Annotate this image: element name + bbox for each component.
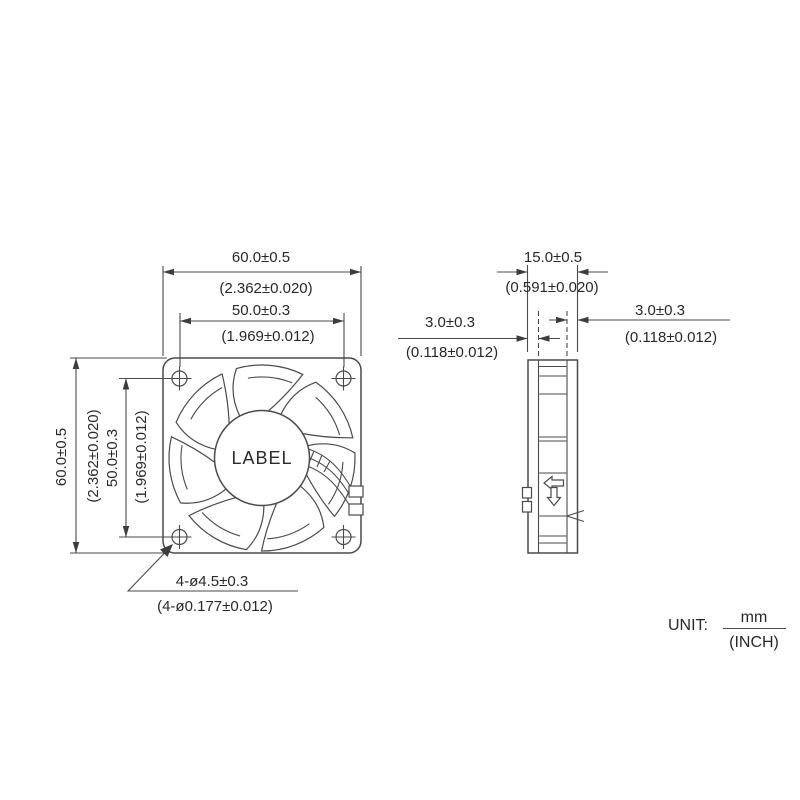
dim-width-in: (2.362±0.020): [219, 280, 313, 297]
dim-width-mm: 60.0±0.5: [231, 249, 291, 266]
dim-hole-pitch-h-in: (1.969±0.012): [221, 328, 315, 345]
dim-front-hole-pitch-v: [104, 379, 168, 538]
wire-exit-tab: [349, 504, 363, 515]
dim-height-mm: 60.0±0.5: [53, 427, 70, 487]
hub-label: LABEL: [231, 448, 293, 468]
dim-flange-left-mm: 3.0±0.3: [425, 314, 475, 331]
dim-depth-mm: 15.0±0.5: [523, 249, 583, 266]
holes-callout-mm: 4-ø4.5±0.3: [175, 573, 249, 590]
side-body: [528, 360, 578, 553]
dim-flange-left-in: (0.118±0.012): [405, 344, 499, 361]
dim-side-flange-left: [398, 311, 560, 361]
dim-flange-right-mm: 3.0±0.3: [635, 302, 685, 319]
dim-hole-pitch-v-mm: 50.0±0.3: [104, 428, 121, 488]
fan-side-view: [523, 360, 585, 553]
unit-note: [668, 609, 786, 651]
unit-denominator: (INCH): [729, 634, 779, 651]
dim-side-flange-right: [549, 302, 730, 359]
dim-hole-pitch-h-mm: 50.0±0.3: [231, 302, 291, 319]
fan-front-view: [162, 358, 363, 559]
dim-side-depth: [497, 249, 608, 352]
dim-hole-pitch-v-in: (1.969±0.012): [133, 410, 150, 504]
unit-label: UNIT:: [668, 617, 708, 634]
callout-mounting-holes: [128, 544, 298, 615]
dim-flange-right-in: (0.118±0.012): [624, 329, 718, 346]
wire-exit-tab: [349, 486, 363, 497]
unit-numerator: mm: [740, 609, 768, 626]
dim-height-in: (2.362±0.020): [85, 409, 102, 503]
holes-callout-in: (4-ø0.177±0.012): [157, 598, 273, 615]
dim-depth-in: (0.591±0.020): [505, 279, 599, 296]
side-wire-clip: [523, 488, 532, 499]
side-wire-clip: [523, 502, 532, 513]
